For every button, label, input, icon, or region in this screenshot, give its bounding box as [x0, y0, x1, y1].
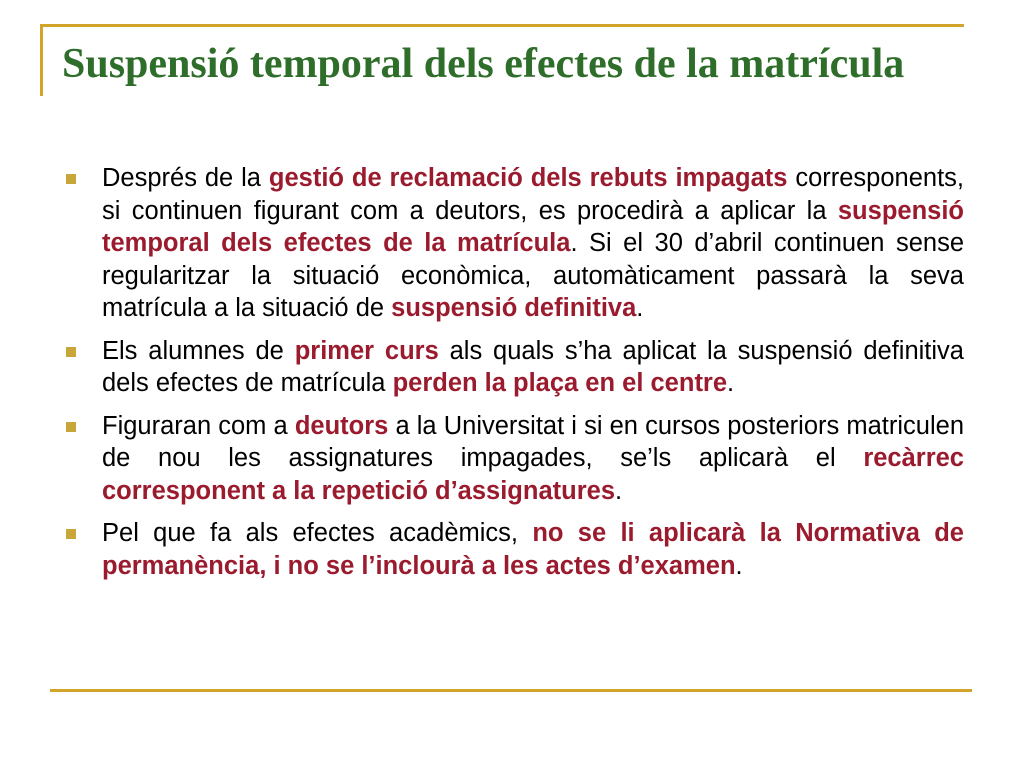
highlighted-text: perden la plaça en el centre [392, 369, 728, 397]
highlighted-text: deutors [294, 411, 389, 440]
bullet-text [102, 337, 964, 398]
highlighted-text: primer curs [294, 336, 439, 365]
bullet-text-segment: Figuraran com a [102, 411, 295, 440]
bullet-text-segment: a la Universitat i si en cursos posteriors matriculen de nou les assignatures impagades, se’ls aplicarà el [102, 411, 964, 472]
bullet-item [60, 335, 964, 400]
bullet-item [60, 517, 964, 582]
bullet-text [102, 412, 964, 505]
bullet-text [102, 519, 964, 580]
bullet-text-segment: corresponents, si continuen figurant com a deutors, es procedirà a aplicar la [102, 164, 965, 225]
bullet-text-segment: . [735, 551, 743, 580]
square-bullet-icon [66, 174, 76, 184]
bullet-text-segment: Els alumnes de [102, 336, 295, 365]
highlighted-text: suspensió definitiva [391, 294, 637, 322]
slide-title: Suspensió temporal dels efectes de la matrícula [62, 41, 905, 87]
top-divider [40, 24, 964, 27]
bullet-text-segment: Pel que fa als efectes acadèmics, [102, 519, 533, 547]
bullet-item [60, 410, 964, 508]
highlighted-text: no se li aplicarà la Normativa de permanència, i no se l’inclourà a les actes d’examen [102, 519, 964, 580]
square-bullet-icon [66, 347, 76, 357]
highlighted-text: recàrrec corresponent a la repetició d’assignatures [102, 444, 964, 505]
bullet-text-segment: Després de la [102, 164, 269, 192]
bullet-text-segment: als quals s’ha aplicat la suspensió definitiva dels efectes de matrícula [102, 336, 964, 397]
bullet-list [60, 162, 964, 592]
highlighted-text: gestió de reclamació dels rebuts impagats [268, 164, 788, 192]
bottom-divider [50, 689, 972, 692]
left-divider [40, 24, 43, 96]
bullet-text [102, 164, 964, 322]
bullet-text-segment: . Si el 30 d’abril continuen sense regularitzar la situació econòmica, automàticament passarà la seva matrícula a la situació de [102, 229, 965, 322]
bullet-text-segment: . [615, 476, 623, 505]
bullet-item [60, 162, 964, 325]
highlighted-text: suspensió temporal dels efectes de la matrícula [102, 196, 964, 257]
square-bullet-icon [66, 422, 76, 432]
square-bullet-icon [66, 529, 76, 539]
bullet-text-segment: . [636, 294, 644, 322]
bullet-text-segment: . [727, 369, 735, 397]
